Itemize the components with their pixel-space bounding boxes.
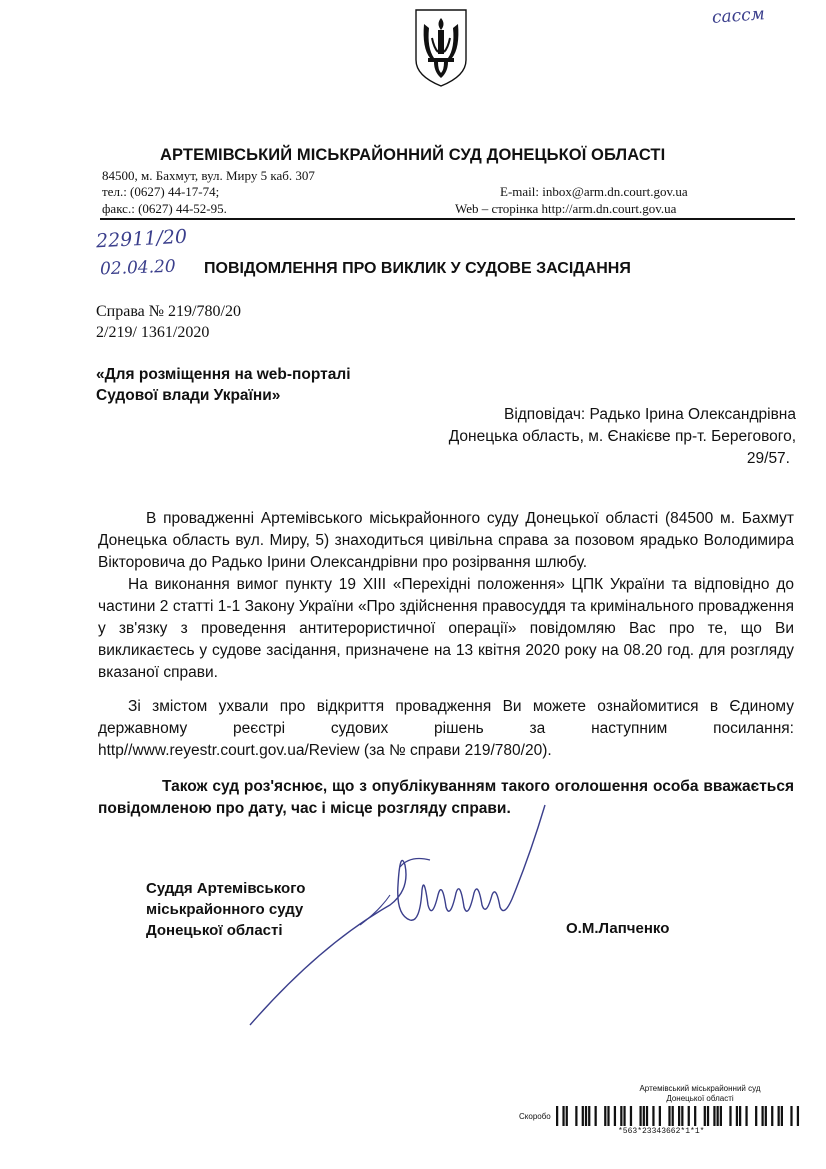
barcode-bar [595,1106,597,1126]
court-website: Web – сторінка http://arm.dn.court.gov.ua [455,201,677,216]
barcode-bar [585,1106,587,1126]
barcode-bar [562,1106,564,1126]
header-divider [100,218,795,220]
barcode-bar [582,1106,584,1126]
barcode-bar [630,1106,632,1126]
judge-title-line: міськрайонного суду [146,901,304,918]
barcode-bar [729,1106,731,1126]
body-paragraph-notice: Також суд роз'яснює, що з опублікуванням такого оголошення особа вважається повідомленою про дату, час і місце розгляду справи. [98,778,794,817]
barcode-bar [771,1106,773,1126]
barcode-bar [745,1106,747,1126]
barcode-bar [588,1106,590,1126]
court-name-heading: АРТЕМІВСЬКИЙ МІСЬКРАЙОННИЙ СУД ДОНЕЦЬКОЇ ОБЛАСТІ [160,146,666,164]
respondent-name: Відповідач: Радько Ірина Олександрівна [503,406,796,423]
barcode-bar [761,1106,763,1126]
trident-emblem-icon [412,8,470,88]
court-email: E-mail: inbox@arm.dn.court.gov.ua [500,184,688,199]
barcode-bar [736,1106,738,1126]
barcode-bar [778,1106,780,1126]
case-number: Справа № 219/780/20 [96,303,241,320]
barcode-bar [672,1106,674,1126]
judge-name: О.М.Лапченко [566,920,670,937]
footer-court-line: Артемівський міськрайонний суд [639,1084,761,1093]
barcode-bar [566,1106,568,1126]
barcode-bar [765,1106,767,1126]
barcode-bar [681,1106,683,1126]
document-title: ПОВІДОМЛЕННЯ ПРО ВИКЛИК У СУДОВЕ ЗАСІДАННЯ [204,260,631,277]
barcode-bar [781,1106,783,1126]
court-address: 84500, м. Бахмут, вул. Миру 5 каб. 307 [102,168,315,183]
portal-note-line: Судової влади України» [96,387,281,404]
court-phone: тел.: (0627) 44-17-74; [102,184,220,199]
respondent-address: Донецька область, м. Єнакієве пр-т. Берегового, [448,428,796,445]
portal-placement-note [96,364,351,406]
body-paragraph-registry: Зі змістом ухвали про відкриття провадження Ви можете ознайомитися в Єдиному державному реєстрі судових рішень за наступним посилання: http//www.reyestr.court.gov.ua/Review (за № справи 219/780/20). [98,698,794,759]
barcode-bar [668,1106,670,1126]
barcode-bar [720,1106,722,1126]
barcode-bar [704,1106,706,1126]
barcode-bar [739,1106,741,1126]
barcode-bar [614,1106,616,1126]
barcode-bar [607,1106,609,1126]
barcode-bar [639,1106,641,1126]
barcode-bar [755,1106,757,1126]
body-paragraph-proceeding: В провадженні Артемівського міськрайонного суду Донецької області (84500 м. Бахмут Донецька область вул. Миру, 5) знаходиться цивільна справа за позовом ярадько Володимира Вікторовича до Радько Ірини Олександрівни про розірвання шлюбу. [98,510,794,571]
barcode-bar [575,1106,577,1126]
barcode-bar [623,1106,625,1126]
barcode-bar [790,1106,792,1126]
barcode-bar [707,1106,709,1126]
barcode-bar [797,1106,799,1126]
barcode-bar [694,1106,696,1126]
proceeding-number: 2/219/ 1361/2020 [96,324,210,341]
corner-handwritten-note: сассм [711,4,766,28]
barcode-bar [620,1106,622,1126]
barcode-number: *563*23343662*1*1* [618,1127,705,1136]
body-paragraph-summons: На виконання вимог пункту 19 XIII «Перехідні положення» ЦПК України та відповідно до частини 2 статті 1-1 Закону України «Про здійснення правосуддя та кримінального провадження у зв'язку з проведення антитерористичної операції» повідомляю Вас про те, що Ви викликаєтесь у судове засідання, призначене на 13 квітня 2020 року на 08.20 год. для розгляду вказаної справи. [98,576,794,681]
barcode-bar [688,1106,690,1126]
barcode-bar [604,1106,606,1126]
barcode-bar [652,1106,654,1126]
barcode-bar [678,1106,680,1126]
judge-title-block [146,878,305,941]
footer-court-line: Донецької області [666,1094,734,1103]
barcode-bar [717,1106,719,1126]
handwritten-registration-date: 02.04.20 [99,256,177,280]
barcode-icon [556,1106,800,1126]
respondent-address-cont: 29/57. [746,450,790,467]
portal-note-line: «Для розміщення на web-порталі [96,366,351,383]
barcode-bar [646,1106,648,1126]
handwritten-registration-number: 22911/20 [95,225,188,253]
court-fax: факс.: (0627) 44-52-95. [102,201,227,216]
judge-title-line: Донецької області [146,922,283,939]
barcode-bar [659,1106,661,1126]
barcode-bar [713,1106,715,1126]
judge-title-line: Суддя Артемівського [146,880,306,897]
footer-label: Скоробо [519,1112,551,1121]
barcode-bar [643,1106,645,1126]
barcode-bar [556,1106,558,1126]
footer-court-label [600,1084,800,1104]
